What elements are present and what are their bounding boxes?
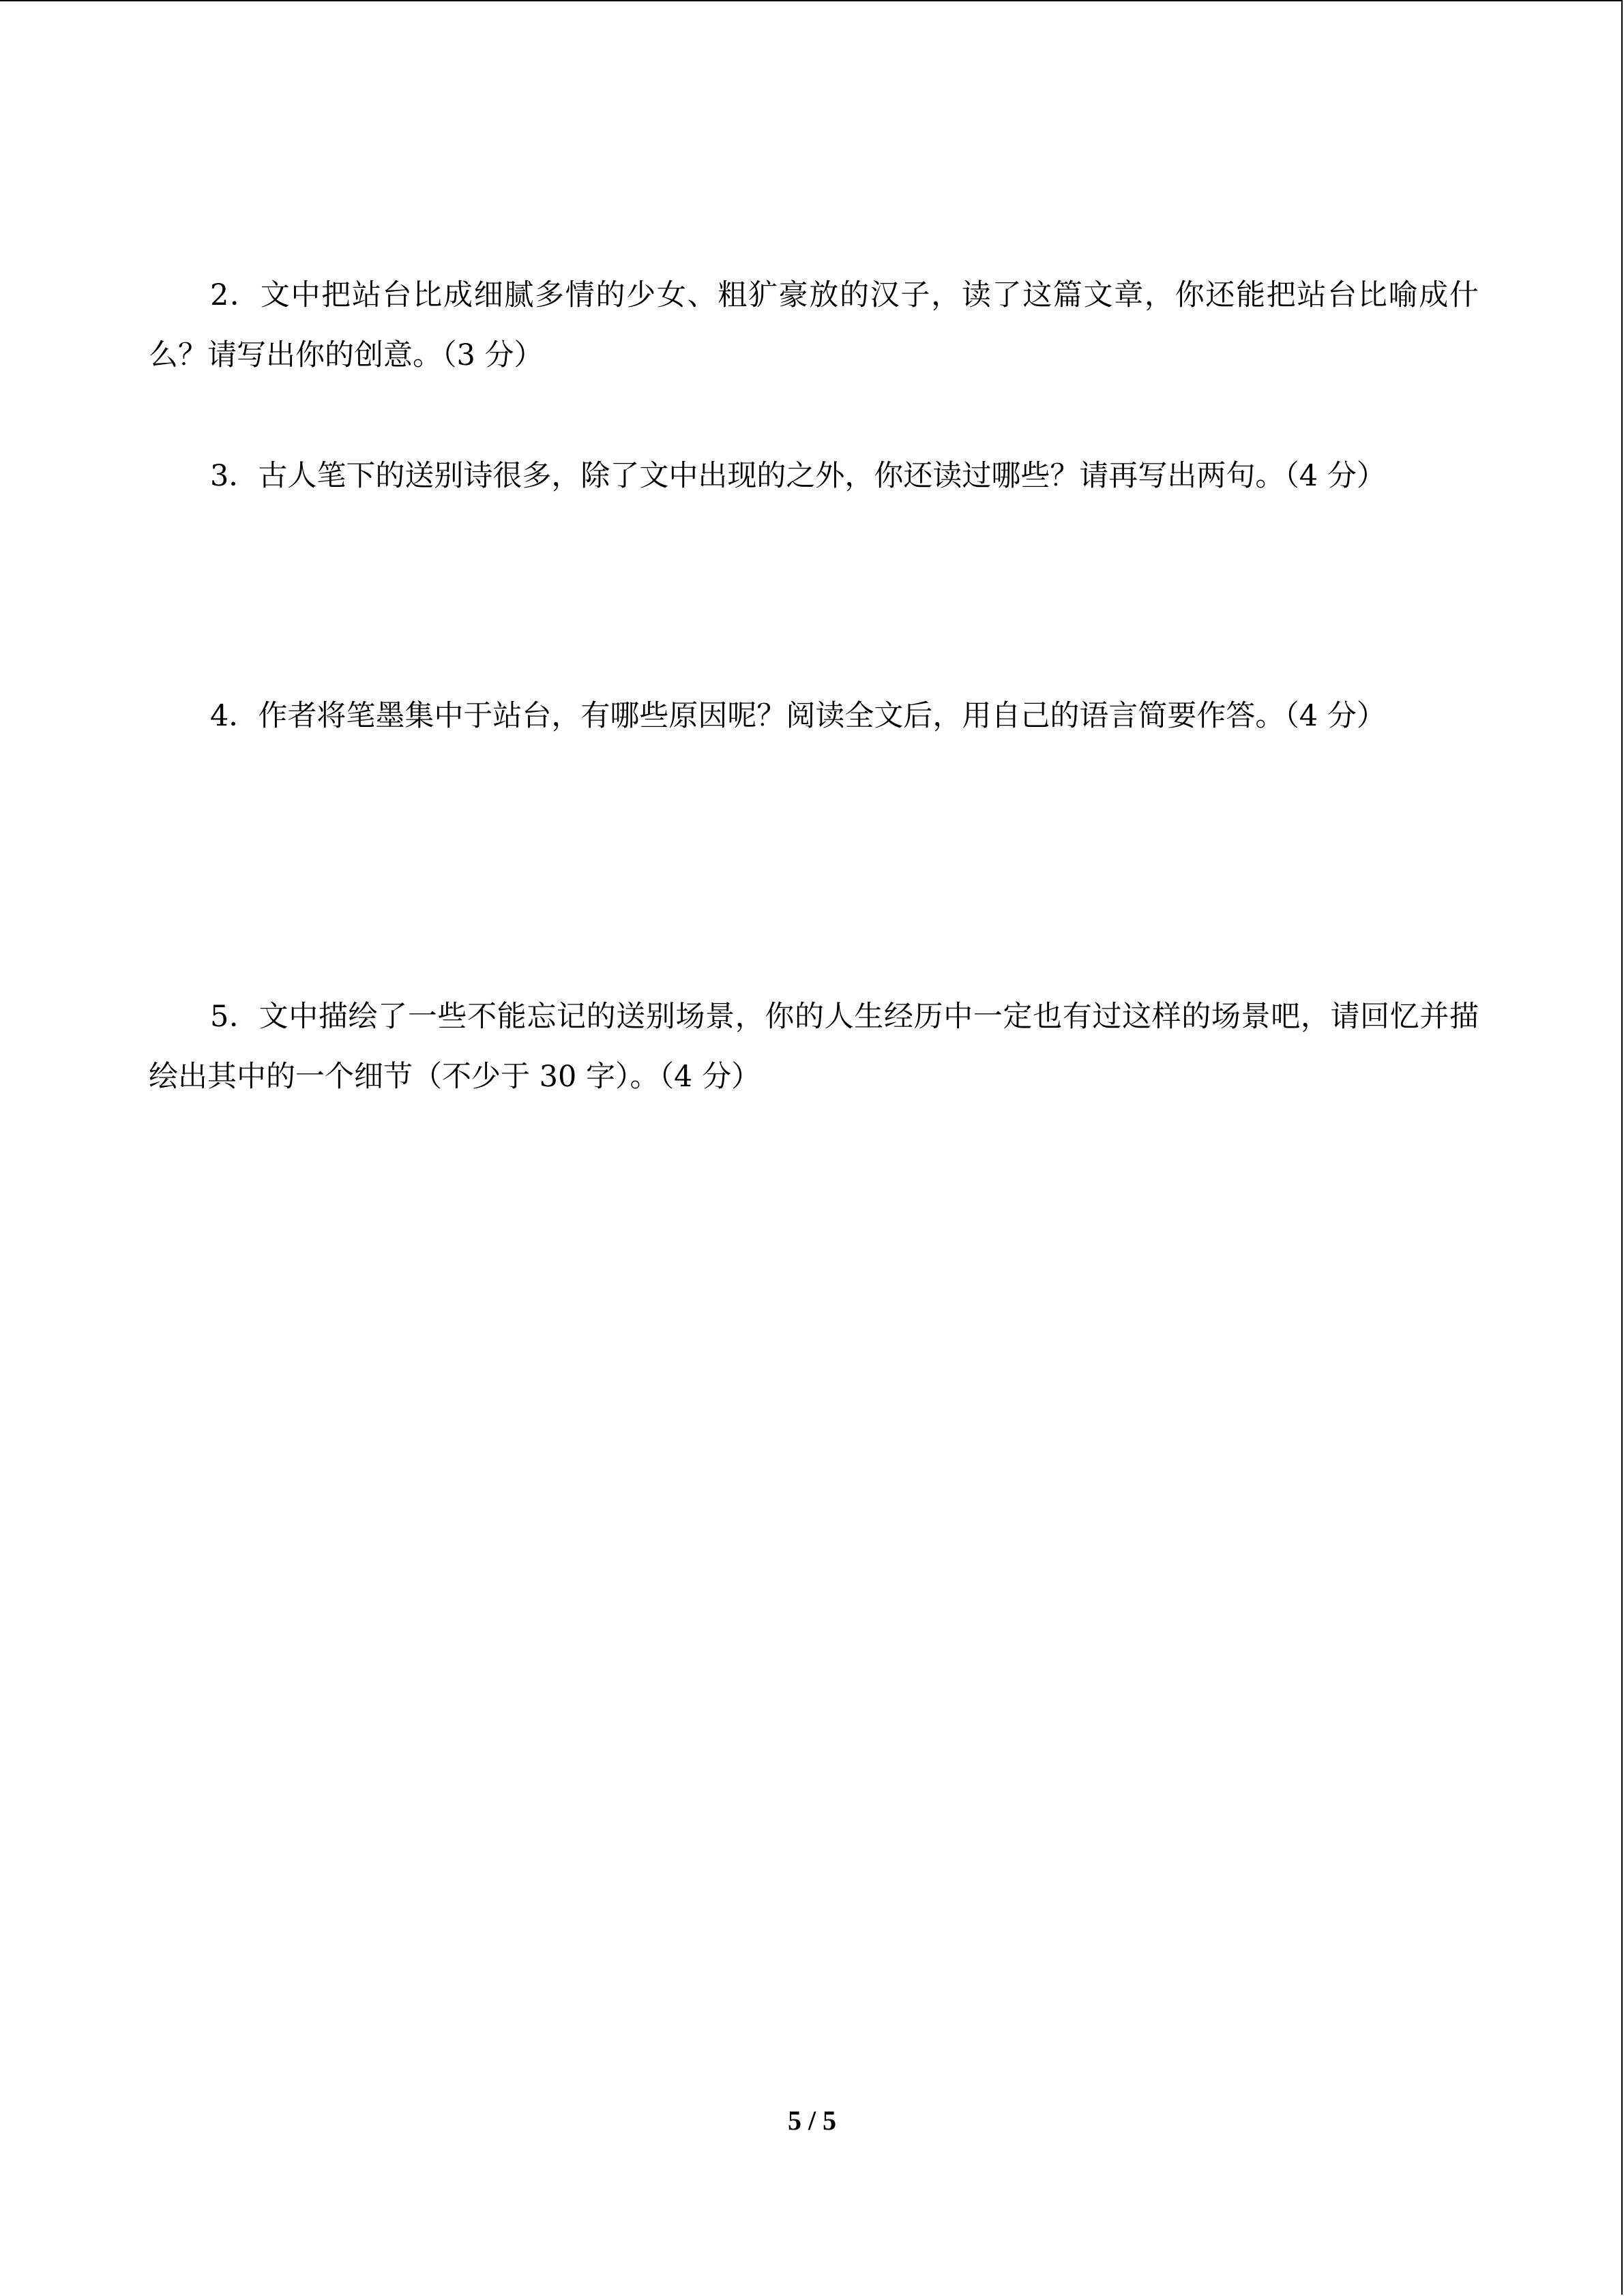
page-number: 5 / 5	[787, 2105, 837, 2136]
question-3: 3．古人笔下的送别诗很多，除了文中出现的之外，你还读过哪些？请再写出两句。（4 分）	[210, 459, 1386, 493]
question-4: 4．作者将笔墨集中于站台，有哪些原因呢？阅读全文后，用自己的语言简要作答。（4 分）	[210, 699, 1386, 733]
question-2: 2．文中把站台比成细腻多情的少女、粗犷豪放的汉子，读了这篇文章，你还能把站台比喻成什么？请写出你的创意。（3 分）	[149, 278, 1479, 372]
question-5: 5．文中描绘了一些不能忘记的送别场景，你的人生经历中一定也有过这样的场景吧，请回忆并描绘出其中的一个细节（不少于 30 字）。（4 分）	[149, 1000, 1479, 1094]
